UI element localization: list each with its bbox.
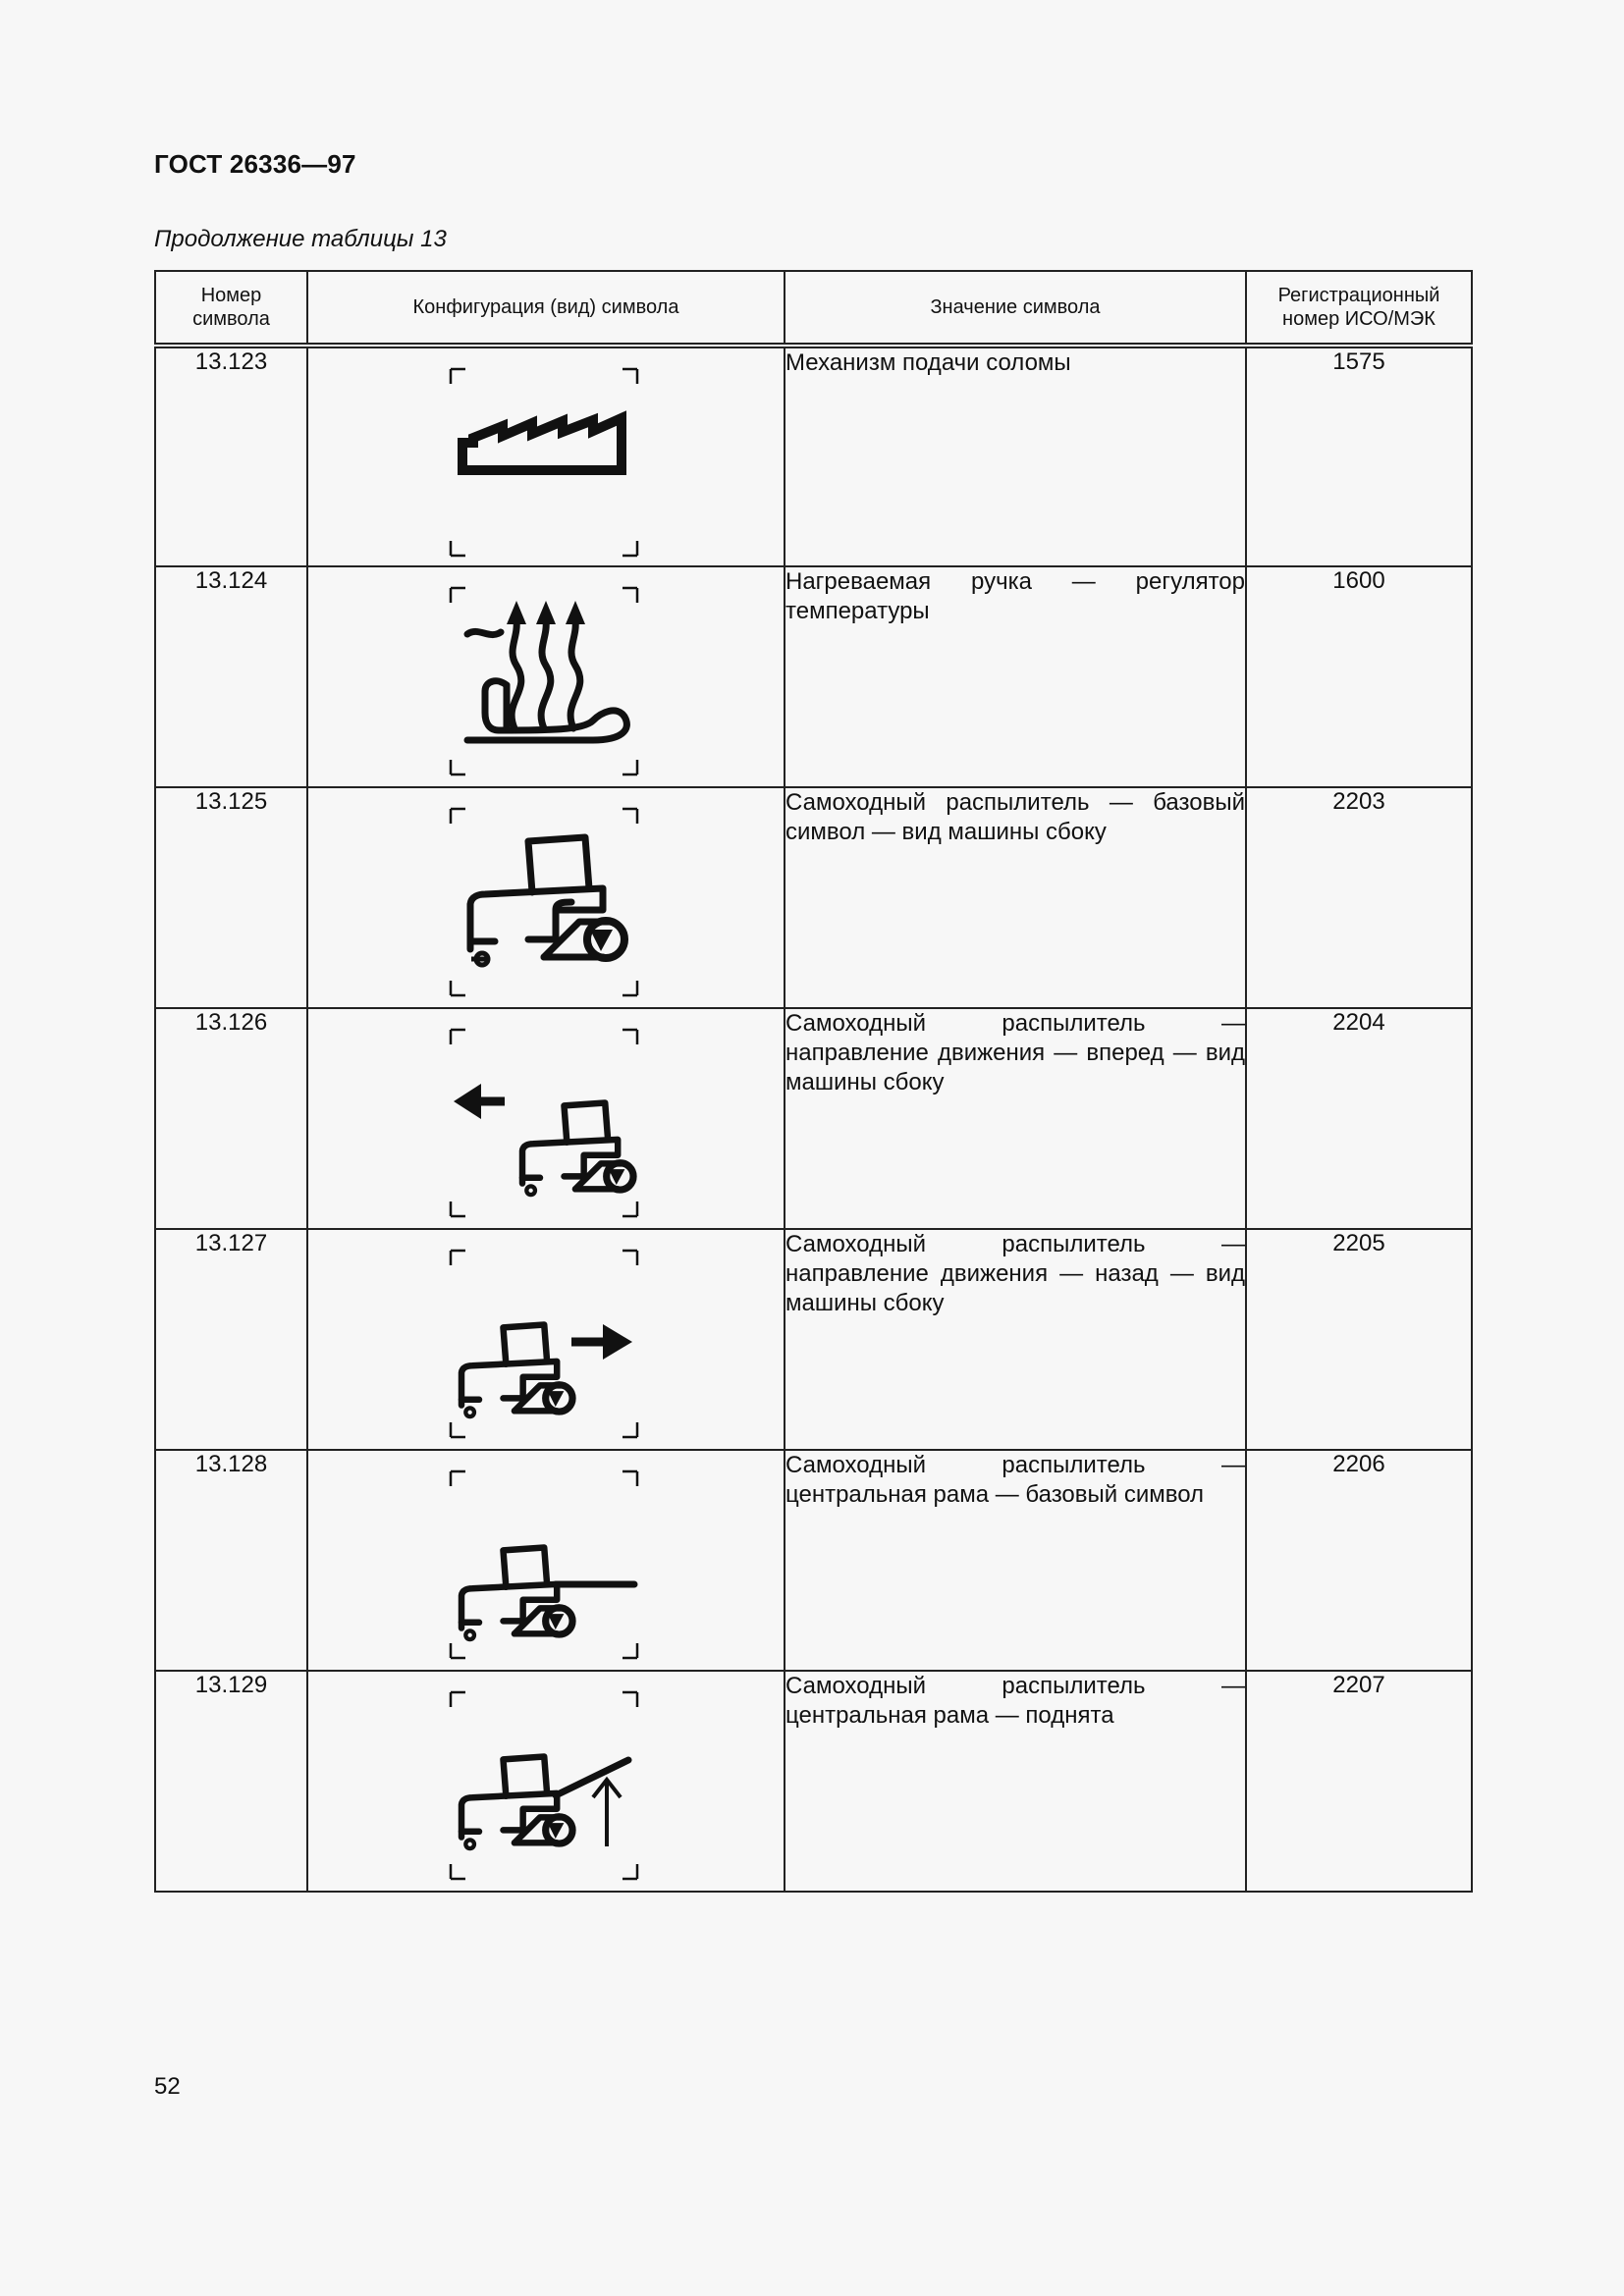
sprayer-reverse-icon [446, 1246, 642, 1442]
symbol-meaning: Самоходный распылитель — центральная рама — поднята [785, 1671, 1246, 1892]
symbol-number: 13.129 [155, 1671, 307, 1892]
document-title: ГОСТ 26336—97 [154, 149, 356, 179]
table-row [155, 566, 1472, 787]
column-header-number: Номер символа [155, 271, 307, 346]
registration-number: 1600 [1246, 566, 1472, 787]
symbol-cell [307, 346, 785, 566]
table-row [155, 1008, 1472, 1229]
symbol-meaning: Самоходный распылитель — центральная рама — базовый символ [785, 1450, 1246, 1671]
registration-number: 2205 [1246, 1229, 1472, 1450]
table-row [155, 1450, 1472, 1671]
registration-number: 2203 [1246, 787, 1472, 1008]
symbols-table [154, 270, 1473, 1893]
straw-feeder-icon [446, 364, 642, 561]
sprayer-forward-icon [446, 1025, 642, 1221]
registration-number: 1575 [1246, 346, 1472, 566]
symbol-number: 13.127 [155, 1229, 307, 1450]
table-row [155, 1229, 1472, 1450]
registration-number: 2206 [1246, 1450, 1472, 1671]
symbol-number: 13.125 [155, 787, 307, 1008]
symbol-number: 13.124 [155, 566, 307, 787]
symbol-number: 13.123 [155, 346, 307, 566]
column-header-meaning: Значение символа [785, 271, 1246, 346]
column-header-configuration: Конфигурация (вид) символа [307, 271, 785, 346]
table-row [155, 787, 1472, 1008]
column-header-registration: Регистрационный номер ИСО/МЭК [1246, 271, 1472, 346]
table-row [155, 1671, 1472, 1892]
symbol-meaning: Самоходный распылитель — базовый символ — вид машины сбоку [785, 787, 1246, 1008]
symbol-meaning: Самоходный распылитель — направление движения — вперед — вид машины сбоку [785, 1008, 1246, 1229]
page-number: 52 [154, 2073, 181, 2100]
symbol-cell [307, 787, 785, 1008]
heated-handle-icon [446, 583, 642, 779]
symbol-cell [307, 566, 785, 787]
symbol-meaning: Нагреваемая ручка — регулятор температуры [785, 566, 1246, 787]
sprayer-center-frame-raised-icon [446, 1687, 642, 1884]
symbol-cell [307, 1008, 785, 1229]
registration-number: 2207 [1246, 1671, 1472, 1892]
registration-number: 2204 [1246, 1008, 1472, 1229]
symbol-cell [307, 1229, 785, 1450]
symbol-cell [307, 1450, 785, 1671]
table-caption: Продолжение таблицы 13 [154, 226, 447, 252]
symbol-meaning: Механизм подачи соломы [785, 346, 1246, 566]
table-header-row [155, 271, 1472, 346]
sprayer-center-frame-icon [446, 1467, 642, 1663]
table-row [155, 346, 1472, 566]
self-propelled-sprayer-icon [446, 804, 642, 1000]
symbol-meaning: Самоходный распылитель — направление движения — назад — вид машины сбоку [785, 1229, 1246, 1450]
symbol-cell [307, 1671, 785, 1892]
symbol-number: 13.128 [155, 1450, 307, 1671]
symbol-number: 13.126 [155, 1008, 307, 1229]
